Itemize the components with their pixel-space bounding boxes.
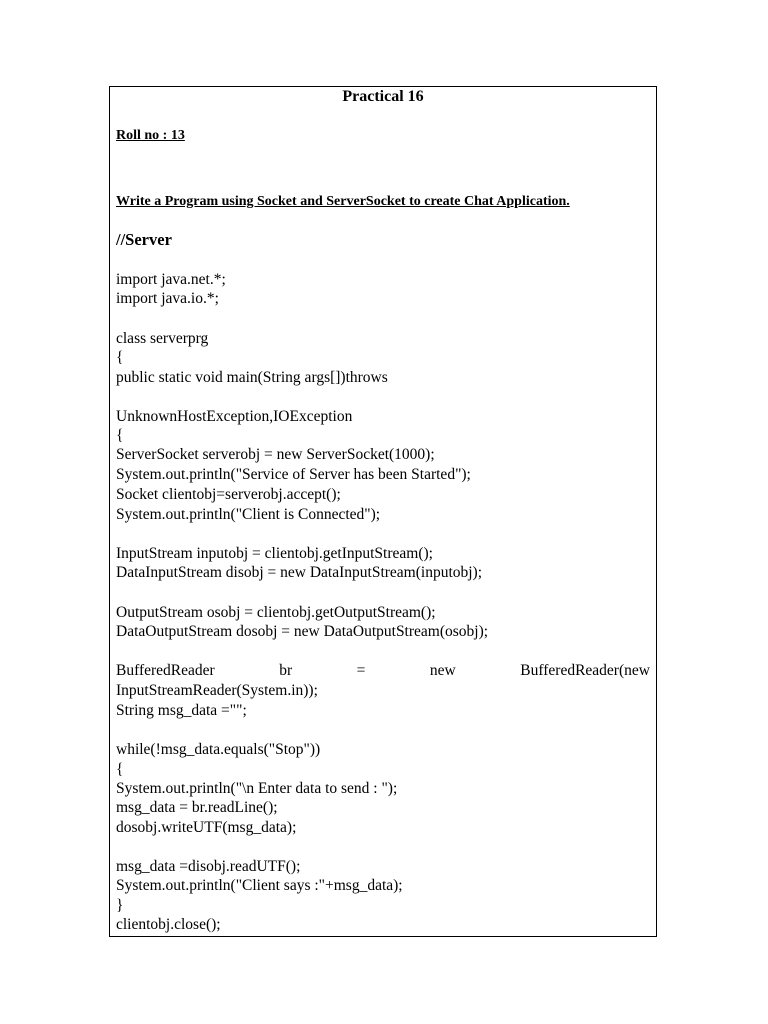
code-line: DataOutputStream dosobj = new DataOutputStream(osobj); — [116, 623, 489, 640]
code-line: System.out.println("Client is Connected"); — [116, 506, 381, 523]
code-line: msg_data =disobj.readUTF(); — [116, 858, 301, 875]
code-line: public static void main(String args[])throws — [116, 369, 388, 386]
code-line: msg_data = br.readLine(); — [116, 799, 278, 816]
code-token: BufferedReader — [116, 662, 215, 679]
code-line: { — [116, 761, 124, 778]
code-token: BufferedReader(new — [520, 662, 650, 679]
code-line: OutputStream osobj = clientobj.getOutputStream(); — [116, 604, 436, 621]
code-token: br — [279, 662, 293, 679]
code-line: class serverprg — [116, 330, 209, 347]
code-token: = — [356, 662, 366, 679]
code-line: Socket clientobj=serverobj.accept(); — [116, 486, 341, 503]
code-line: import java.net.*; — [116, 271, 226, 288]
code-line: System.out.println("\n Enter data to send : "); — [116, 780, 398, 797]
code-line: dosobj.writeUTF(msg_data); — [116, 819, 297, 836]
code-line: InputStream inputobj = clientobj.getInputStream(); — [116, 545, 433, 562]
roll-number: Roll no : 13 — [116, 128, 185, 143]
code-line: ServerSocket serverobj = new ServerSocket(1000); — [116, 446, 435, 463]
code-line: System.out.println("Client says :"+msg_data); — [116, 877, 403, 894]
code-line: InputStreamReader(System.in)); — [116, 682, 318, 699]
code-line: String msg_data =""; — [116, 702, 247, 719]
code-token: new — [429, 662, 456, 679]
code-line: { — [116, 427, 124, 444]
code-line-justified — [116, 661, 650, 681]
code-line: import java.io.*; — [116, 290, 219, 307]
code-line: System.out.println("Service of Server has been Started"); — [116, 466, 471, 483]
code-line: clientobj.close(); — [116, 916, 221, 933]
document-title: Practical 16 — [342, 88, 424, 105]
code-line: } — [116, 897, 124, 914]
code-line: UnknownHostException,IOException — [116, 408, 353, 425]
code-line: { — [116, 349, 124, 366]
section-heading: //Server — [116, 230, 172, 249]
code-line: while(!msg_data.equals("Stop")) — [116, 741, 321, 758]
code-line: DataInputStream disobj = new DataInputStream(inputobj); — [116, 564, 483, 581]
task-statement: Write a Program using Socket and ServerSocket to create Chat Application. — [116, 194, 570, 209]
